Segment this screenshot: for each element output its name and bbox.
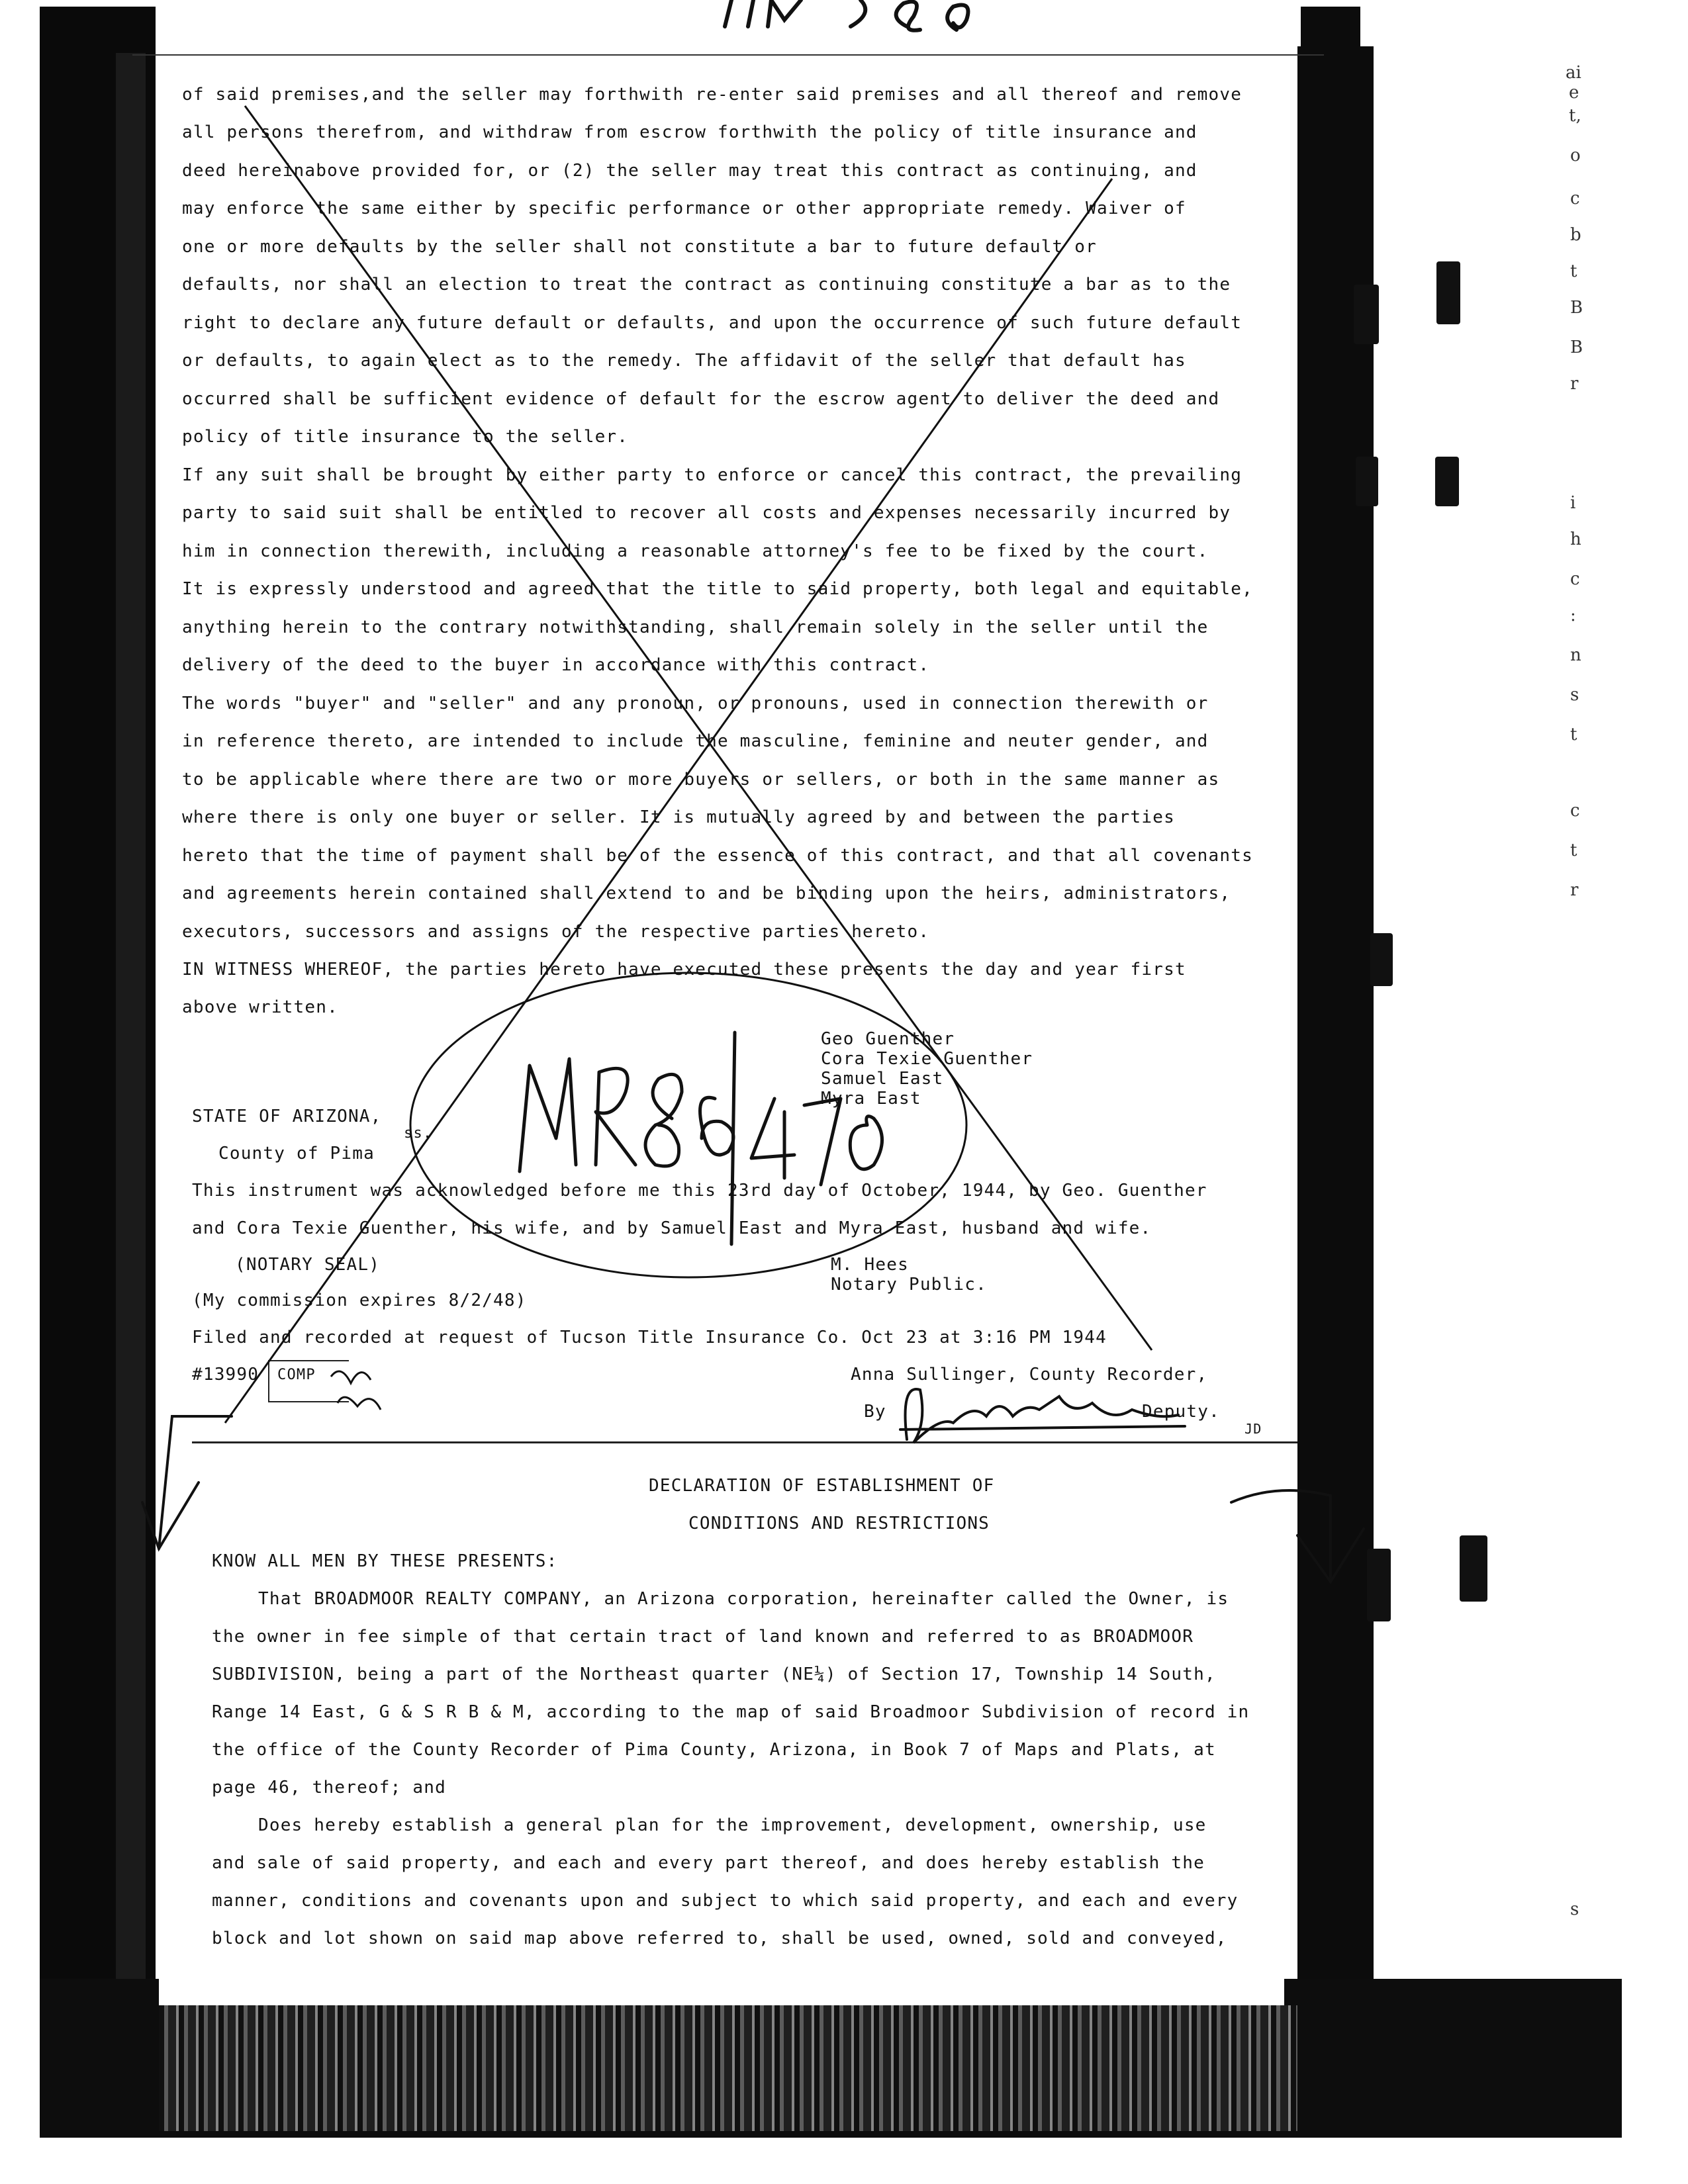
top-rule: [132, 54, 1324, 56]
text-line: where there is only one buyer or seller. It is mutually agreed by and between the parties: [182, 807, 1175, 827]
film-hole: [1435, 457, 1459, 506]
signer-name: Samuel East: [821, 1069, 944, 1089]
text-line: deed hereinabove provided for, or (2) the seller may treat this contract as continuing, and: [182, 161, 1197, 181]
margin-letter: i: [1570, 493, 1576, 513]
text-line: to be applicable where there are two or more buyers or sellers, or both in the same manner as: [182, 770, 1220, 790]
page-bottom-margin: [159, 1979, 1284, 2005]
margin-letter: t: [1570, 841, 1577, 860]
declaration-line: Range 14 East, G & S R B & M, according to the map of said Broadmoor Subdivision of record in: [212, 1702, 1250, 1722]
declaration-line: page 46, thereof; and: [212, 1778, 446, 1797]
initials: JD: [1244, 1421, 1262, 1437]
signer-name: Geo Guenther: [821, 1029, 955, 1049]
text-line: all persons therefrom, and withdraw from escrow forthwith the policy of title insurance and: [182, 122, 1197, 142]
margin-letter: B: [1570, 338, 1583, 357]
margin-letter: e: [1569, 83, 1579, 103]
film-hole: [1460, 1535, 1487, 1602]
notary-commission: (My commission expires 8/2/48): [192, 1291, 527, 1310]
document-page: [159, 40, 1297, 1979]
text-line: policy of title insurance to the seller.: [182, 427, 629, 447]
notary-title: Notary Public.: [831, 1275, 987, 1295]
document-number: #13990: [192, 1365, 259, 1385]
text-line: delivery of the deed to the buyer in accordance with this contract.: [182, 655, 930, 675]
text-line: defaults, nor shall an election to treat the contract as continuing constitute a bar as to the: [182, 275, 1231, 295]
margin-letter: r: [1570, 880, 1579, 900]
text-line: in reference thereto, are intended to include the masculine, feminine and neuter gender, and: [182, 731, 1209, 751]
text-line: one or more defaults by the seller shall not constitute a bar to future default or: [182, 237, 1097, 257]
text-line: and agreements herein contained shall extend to and be binding upon the heirs, administrators,: [182, 884, 1231, 903]
text-line: The words "buyer" and "seller" and any pronoun, or pronouns, used in connection therewith or: [182, 694, 1209, 713]
margin-letter: t,: [1569, 106, 1581, 126]
text-line: anything herein to the contrary notwithstanding, shall remain solely in the seller until the: [182, 617, 1209, 637]
text-line: If any suit shall be brought by either party to enforce or cancel this contract, the prevailing: [182, 465, 1243, 485]
text-line: occurred shall be sufficient evidence of default for the escrow agent to deliver the deed and: [182, 389, 1220, 409]
text-line: or defaults, to again elect as to the remedy. The affidavit of the seller that default has: [182, 351, 1186, 371]
notary-seal-label: (NOTARY SEAL): [235, 1255, 381, 1275]
text-line: IN WITNESS WHEREOF, the parties hereto have executed these presents the day and year first: [182, 960, 1186, 979]
margin-letter: t: [1570, 261, 1577, 281]
signer-name: Cora Texie Guenther: [821, 1049, 1033, 1069]
top-book-stamp: [725, 0, 968, 30]
section-divider: [192, 1441, 1297, 1443]
margin-letter: c: [1570, 189, 1580, 208]
margin-letter: s: [1570, 1899, 1579, 1919]
margin-letter: c: [1570, 569, 1580, 589]
margin-letter: o: [1570, 146, 1581, 165]
scan-right-border: [1297, 46, 1374, 2138]
text-line: above written.: [182, 997, 338, 1017]
margin-letter: h: [1570, 529, 1581, 549]
margin-letter: s: [1570, 685, 1579, 705]
declaration-line: and sale of said property, and each and every part thereof, and does hereby establish the: [212, 1853, 1205, 1873]
text-line: hereto that the time of payment shall be of the essence of this contract, and that all covenants: [182, 846, 1253, 866]
text-line: of said premises,and the seller may forthwith re-enter said premises and all thereof and remove: [182, 85, 1243, 105]
declaration-subtitle: CONDITIONS AND RESTRICTIONS: [688, 1514, 990, 1533]
venue-state: STATE OF ARIZONA,: [192, 1107, 382, 1126]
comp-box: [268, 1360, 349, 1402]
film-hole: [1354, 285, 1379, 344]
declaration-line: Does hereby establish a general plan for the improvement, development, ownership, use: [258, 1815, 1207, 1835]
film-hole: [1436, 261, 1460, 324]
filed-recorded-line: Filed and recorded at request of Tucson Title Insurance Co. Oct 23 at 3:16 PM 1944: [192, 1328, 1107, 1347]
film-hole: [1370, 933, 1393, 986]
declaration-opening: KNOW ALL MEN BY THESE PRESENTS:: [212, 1551, 558, 1571]
scan-left-shadow: [116, 53, 146, 2098]
signer-name: Myra East: [821, 1089, 921, 1109]
margin-letter: b: [1570, 225, 1581, 245]
margin-letter: ai: [1566, 63, 1581, 83]
declaration-line: manner, conditions and covenants upon and subject to which said property, and each and every: [212, 1891, 1239, 1911]
margin-letter: t: [1570, 725, 1577, 745]
venue-ss: ss.: [404, 1125, 433, 1142]
margin-letter: r: [1570, 374, 1579, 394]
comp-box-label: COMP: [277, 1367, 316, 1383]
declaration-line: block and lot shown on said map above referred to, shall be used, owned, sold and conveyed,: [212, 1929, 1227, 1948]
text-line: him in connection therewith, including a reasonable attorney's fee to be fixed by the court.: [182, 541, 1209, 561]
acknowledgment-line: This instrument was acknowledged before me this 23rd day of October, 1944, by Geo. Guenther: [192, 1181, 1207, 1201]
notary-name: M. Hees: [831, 1255, 909, 1275]
declaration-line: SUBDIVISION, being a part of the Northeast quarter (NE¼) of Section 17, Township 14 South,: [212, 1664, 1216, 1684]
margin-letter: c: [1570, 801, 1580, 821]
film-hole: [1356, 457, 1378, 506]
declaration-line: the owner in fee simple of that certain tract of land known and referred to as BROADMOOR: [212, 1627, 1194, 1647]
margin-letter: :: [1570, 606, 1576, 625]
declaration-line: That BROADMOOR REALTY COMPANY, an Arizona corporation, hereinafter called the Owner, is: [258, 1589, 1229, 1609]
margin-letter: n: [1570, 645, 1581, 665]
text-line: executors, successors and assigns of the respective parties hereto.: [182, 922, 930, 942]
text-line: It is expressly understood and agreed that the title to said property, both legal and equitable,: [182, 579, 1253, 599]
text-line: right to declare any future default or defaults, and upon the occurrence of such future default: [182, 313, 1243, 333]
deputy-by: By: [864, 1402, 886, 1422]
film-hole: [1367, 1549, 1391, 1621]
deputy-label: Deputy.: [1142, 1402, 1220, 1422]
text-line: party to said suit shall be entitled to recover all costs and expenses necessarily incurred by: [182, 503, 1231, 523]
margin-letter: B: [1570, 298, 1583, 318]
county-recorder: Anna Sullinger, County Recorder,: [851, 1365, 1208, 1385]
declaration-line: the office of the County Recorder of Pima County, Arizona, in Book 7 of Maps and Plats, at: [212, 1740, 1216, 1760]
text-line: may enforce the same either by specific performance or other appropriate remedy. Waiver of: [182, 199, 1186, 218]
venue-county: County of Pima: [218, 1144, 375, 1163]
page-bottom-scan-noise: [159, 2005, 1297, 2131]
acknowledgment-line: and Cora Texie Guenther, his wife, and by Samuel East and Myra East, husband and wife.: [192, 1218, 1152, 1238]
declaration-title: DECLARATION OF ESTABLISHMENT OF: [649, 1476, 995, 1496]
